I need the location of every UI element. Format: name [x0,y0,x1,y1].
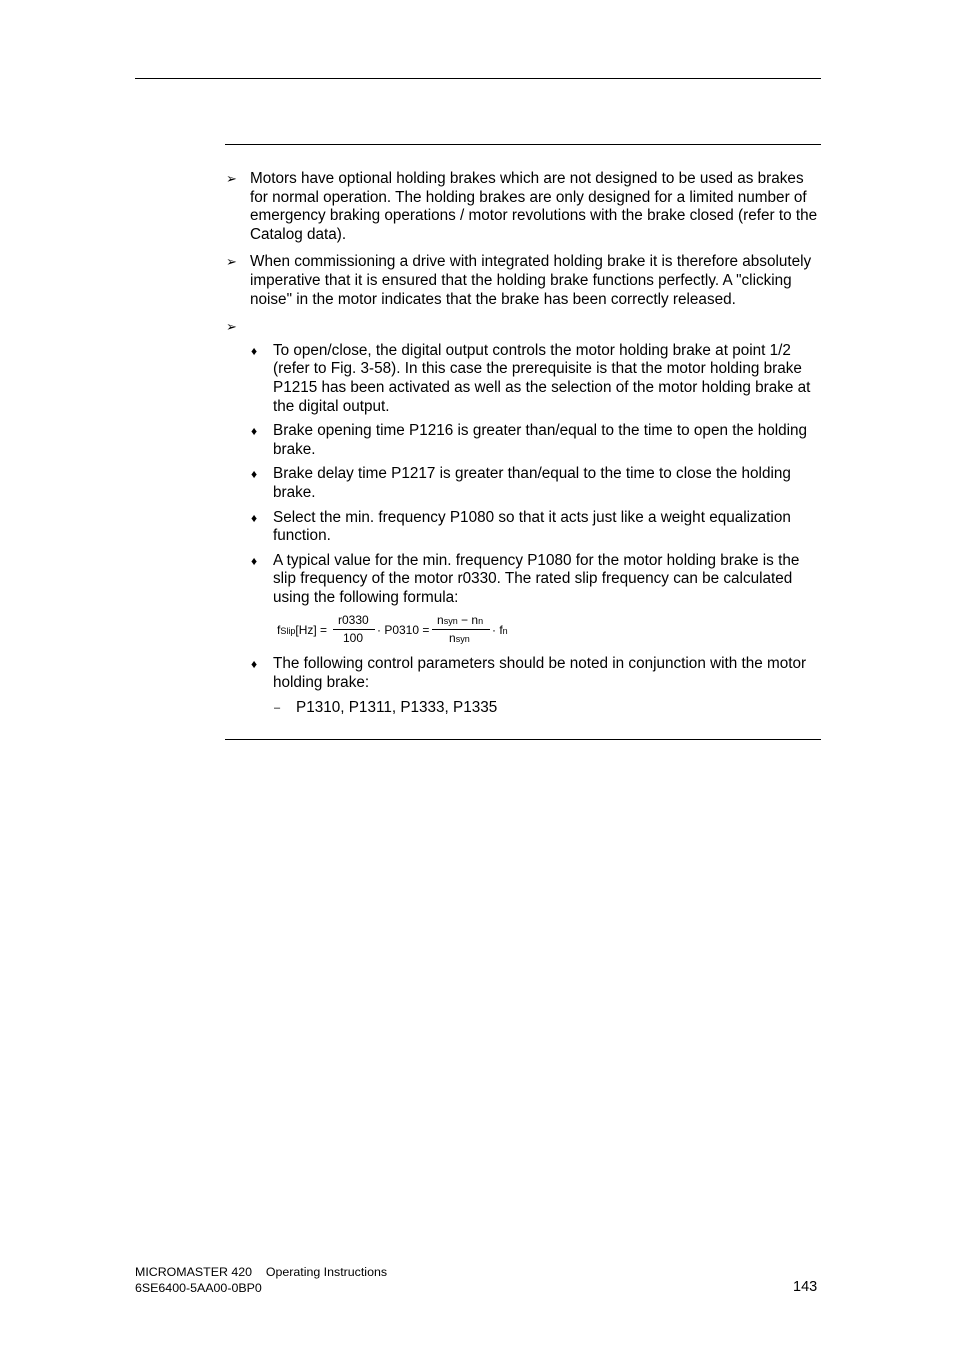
footer-doc-type: Operating Instructions [265,1265,388,1279]
notice-item [225,170,821,244]
formula-middle: · P0310 = [377,623,430,638]
footer-order-number: 6SE6400-5AA00-0BP0 [135,1281,262,1295]
list-item-text: To open/close, the digital output controls the motor holding brake at point 1/2 (refer to Fig. 3-58). In this case the prerequisite is that the motor holding brake P1215 has been activated as well as the selection of the motor holding brake at the digital output. [273,341,811,415]
formula-frac1-line [333,629,375,630]
formula-frac2-denominator: nsyn [449,631,470,646]
notice-item [225,253,821,309]
list-item-text: Brake delay time P1217 is greater than/equal to the time to close the holding brake. [273,465,791,501]
list-item-text: Select the min. frequency P1080 so that it acts just like a weight equalization function. [273,508,791,545]
formula-frac2-numerator: nsyn − nn [437,613,484,628]
arrow-bullet-icon: ➢ [226,171,237,186]
arrow-bullet-icon: ➢ [226,319,237,335]
slip-frequency-formula [277,613,821,647]
notice-item [225,318,821,337]
arrow-bullet-icon: ➢ [226,254,237,270]
sub-list [250,699,821,718]
diamond-bullet-icon: ♦ [251,343,258,358]
sub-list-item-text: P1310, P1311, P1333, P1335 [296,698,498,716]
notice-content [225,170,821,717]
list-item [250,552,821,608]
header-rule [135,78,821,79]
list-item [250,342,821,416]
page-number: 143 [793,1279,818,1295]
diamond-bullet-icon: ♦ [251,467,258,482]
list-item [250,655,821,692]
list-item-text: Brake opening time P1216 is greater than/equal to the time to open the holding brake. [273,422,808,458]
formula-frac1-numerator: r0330 [338,613,369,628]
diamond-bullet-icon: ♦ [251,657,258,672]
notice-box-bottom-rule [225,739,821,740]
list-item [250,422,821,459]
diamond-bullet-icon: ♦ [251,553,258,568]
list-item-text: The following control parameters should be noted in conjunction with the motor holding brake: [273,655,807,692]
notice-text: Motors have optional holding brakes which are not designed to be used as brakes for normal operation. The holding brakes are only designed for a limited number of emergency braking operations / motor revolutions with the brake closed (refer to the Catalog data). [250,170,818,243]
footer-product: MICROMASTER 420 [135,1265,253,1279]
footer-document-info [135,1264,387,1296]
formula-lhs: fSlip[Hz] = [277,623,328,638]
diamond-bullet-icon: ♦ [251,424,258,439]
footer-title-line [135,1264,387,1280]
notice-box-top-rule [225,144,821,145]
formula-frac2-line [432,629,490,630]
dash-bullet-icon: – [274,701,281,714]
sub-list-item [273,699,821,718]
list-item-text: A typical value for the min. frequency P1080 for the motor holding brake is the slip frequency of the motor r0330. The rated slip frequency can be calculated using the following formula: [273,551,800,606]
formula-frac1-denominator: 100 [343,631,364,646]
diamond-bullet-icon: ♦ [251,510,258,525]
list-item [250,509,821,546]
bullet-list [225,342,821,718]
notice-text: When commissioning a drive with integrated holding brake it is therefore absolutely imperative that it is ensured that the holding brake functions perfectly. A "clicking noise" in the motor indicates that the brake has been correctly released. [250,253,812,308]
list-item [250,465,821,502]
formula-tail: · fn [492,623,508,638]
